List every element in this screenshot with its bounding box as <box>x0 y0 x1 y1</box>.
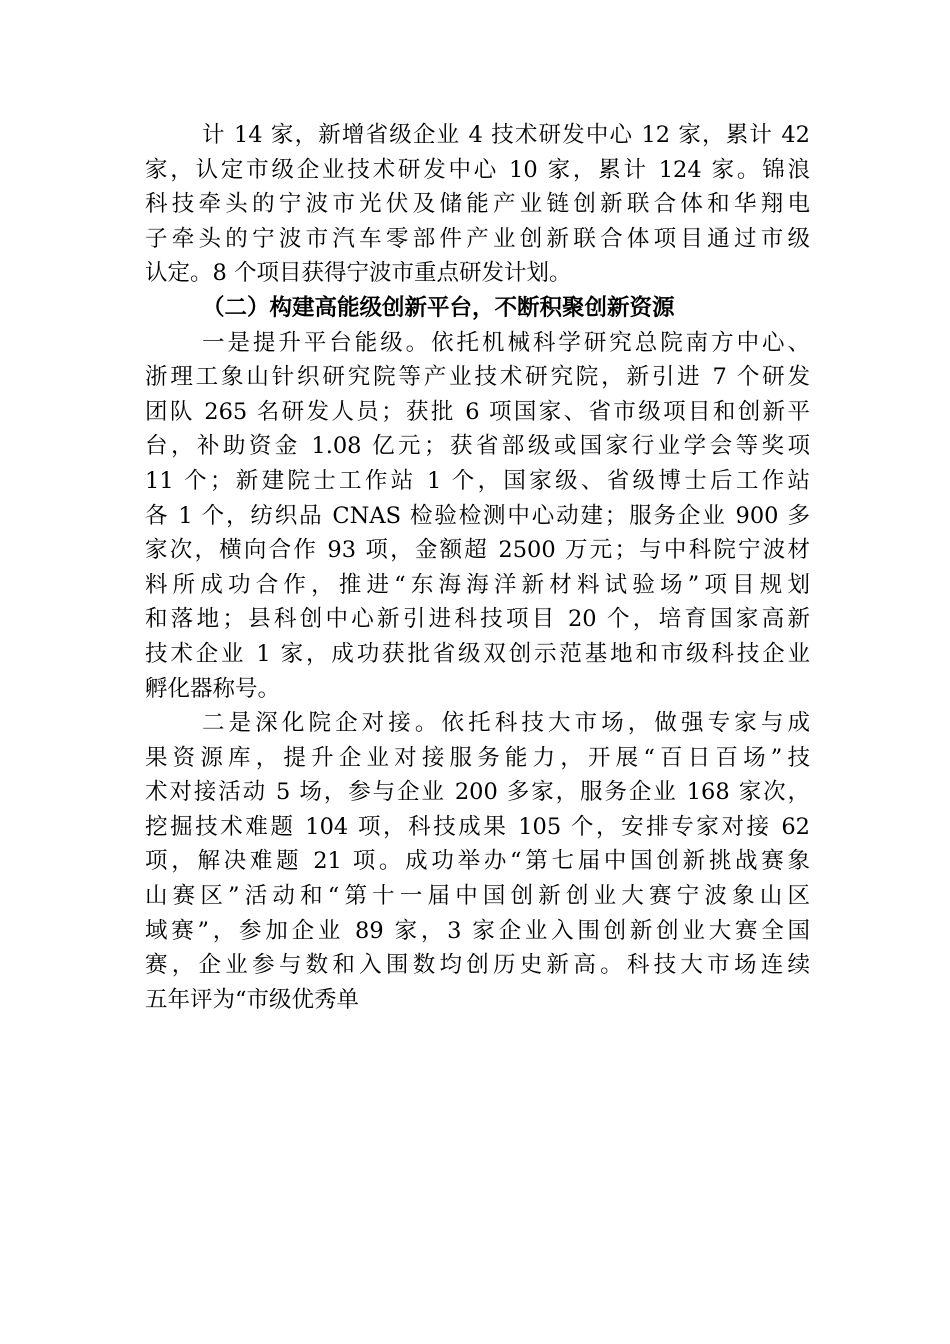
text-line: 山赛区”活动和“第十一届中国创新创业大赛宁波象山区 <box>145 883 810 910</box>
text-line: 科技牵头的宁波市光伏及储能产业链创新联合体和华翔电 <box>145 191 810 218</box>
text-line: 二是深化院企对接。依托科技大市场，做强专家与成 <box>202 710 810 737</box>
text-line: 果资源库，提升企业对接服务能力，开展“百日百场”技 <box>145 744 810 771</box>
text-line: 赛，企业参与数和入围数均创历史新高。科技大市场连续 <box>145 952 810 979</box>
paragraph-innovation-centers <box>145 118 810 291</box>
text-line: 孵化器称号。 <box>145 675 281 702</box>
text-line: 台，补助资金 1.08 亿元；获省部级或国家行业学会等奖项 <box>145 433 810 460</box>
text-line: 认定。8 个项目获得宁波市重点研发计划。 <box>145 260 572 287</box>
text-line: 一是提升平台能级。依托机械科学研究总院南方中心、 <box>202 329 810 356</box>
paragraph-institute-enterprise <box>145 706 810 1017</box>
text-line: 团队 265 名研发人员；获批 6 项国家、省市级项目和创新平 <box>145 398 810 425</box>
text-line: 术对接活动 5 场，参与企业 200 多家，服务企业 168 家次， <box>145 779 810 806</box>
heading-text: （二）构建高能级创新平台，不断积聚创新资源 <box>202 294 675 321</box>
text-line: 和落地；县科创中心新引进科技项目 20 个，培育国家高新 <box>145 606 810 633</box>
text-line: 计 14 家，新增省级企业 4 技术研发中心 12 家，累计 42 <box>202 122 810 148</box>
text-line: 11 个；新建院士工作站 1 个，国家级、省级博士后工作站 <box>145 467 810 494</box>
text-line: 子牵头的宁波市汽车零部件产业创新联合体项目通过市级 <box>145 225 810 252</box>
text-line: 家，认定市级企业技术研发中心 10 家，累计 124 家。锦浪 <box>145 156 810 183</box>
text-line: 料所成功合作，推进“东海海洋新材料试验场”项目规划 <box>145 571 810 598</box>
text-line: 家次，横向合作 93 项，金额超 2500 万元；与中科院宁波材 <box>145 537 810 564</box>
text-line: 五年评为“市级优秀单 <box>145 986 360 1013</box>
text-line: 挖掘技术难题 104 项，科技成果 105 个，安排专家对接 62 <box>145 813 810 840</box>
paragraph-platform-level <box>145 326 810 707</box>
text-line: 各 1 个，纺织品 CNAS 检验检测中心动建；服务企业 900 多 <box>145 502 810 529</box>
section-heading <box>145 291 810 326</box>
text-line: 域赛”，参加企业 89 家，3 家企业入围创新创业大赛全国 <box>145 917 810 944</box>
text-line: 项，解决难题 21 项。成功举办“第七届中国创新挑战赛象 <box>145 848 810 875</box>
text-line: 技术企业 1 家，成功获批省级双创示范基地和市级科技企业 <box>145 640 810 667</box>
text-line: 浙理工象山针织研究院等产业技术研究院，新引进 7 个研发 <box>145 364 810 391</box>
document-body <box>145 118 810 1017</box>
